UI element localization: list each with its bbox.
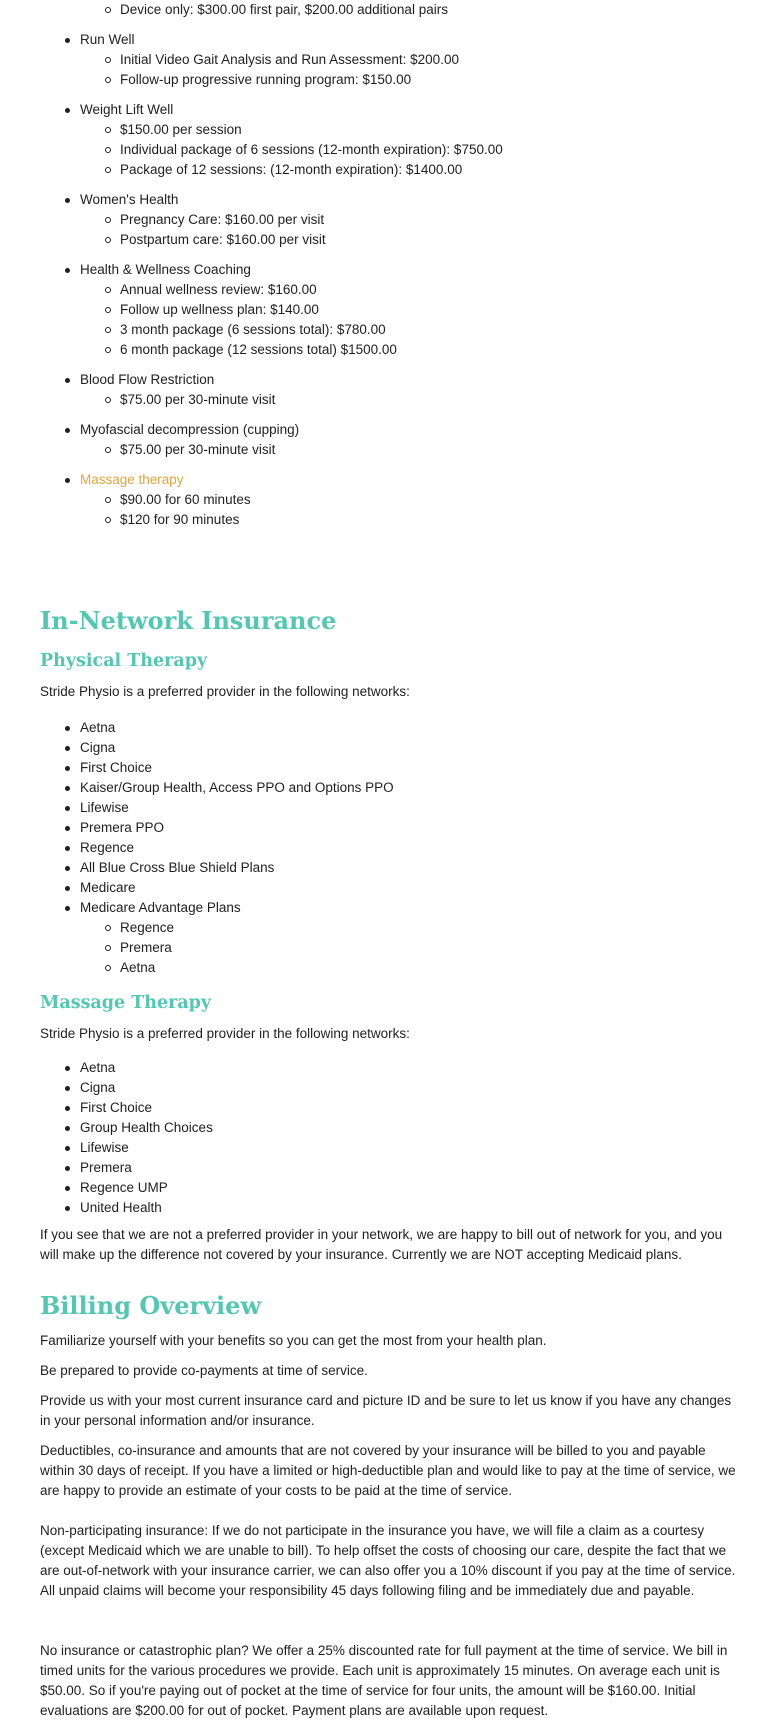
- service-item-massage-therapy: [40, 470, 740, 530]
- network-item: Premera PPO: [40, 818, 740, 838]
- network-item: First Choice: [40, 758, 740, 778]
- service-name: Weight Lift Well: [80, 102, 174, 117]
- service-name: Blood Flow Restriction: [80, 372, 215, 387]
- network-item: Kaiser/Group Health, Access PPO and Options PPO: [40, 778, 740, 798]
- network-item: Lifewise: [40, 798, 740, 818]
- service-item-womens-health: [40, 190, 740, 250]
- network-item: First Choice: [40, 1098, 740, 1118]
- network-item: Premera: [40, 1158, 740, 1178]
- network-subitem: Aetna: [80, 958, 740, 978]
- billing-paragraph: Non-participating insurance: If we do not participate in the insurance you have, we will file a claim as a courtesy (except Medicaid which we are unable to bill). To help offset the costs of choosing our care, despite the fact that we are out-of-network with your insurance carrier, we can also offer you a 10% discount if you pay at the time of service. All unpaid claims will become your responsibility 45 days following filing and be immediately due and payable.: [40, 1523, 736, 1598]
- network-item: Regence UMP: [40, 1178, 740, 1198]
- network-item-medicare-advantage: Medicare Advantage Plans Regence Premera Aetna: [40, 898, 740, 978]
- service-price: $75.00 per 30-minute visit: [80, 390, 740, 410]
- service-price: Pregnancy Care: $160.00 per visit: [80, 210, 740, 230]
- network-item: Regence: [40, 838, 740, 858]
- service-item-run-well: [40, 30, 740, 90]
- service-price: 3 month package (6 sessions total): $780.00: [80, 320, 740, 340]
- network-subitem: Premera: [80, 938, 740, 958]
- physical-therapy-networks: [40, 718, 740, 978]
- service-item-blood-flow-restriction: [40, 370, 740, 410]
- physical-therapy-intro: Stride Physio is a preferred provider in the following networks:: [40, 684, 410, 699]
- billing-paragraph: Provide us with your most current insurance card and picture ID and be sure to let us know if you have any changes in your personal information and/or insurance.: [40, 1393, 732, 1428]
- service-price: Individual package of 6 sessions (12-month expiration): $750.00: [80, 140, 740, 160]
- network-item: Aetna: [40, 1058, 740, 1078]
- service-name: Run Well: [80, 32, 135, 47]
- billing-paragraph: Deductibles, co-insurance and amounts that are not covered by your insurance will be billed to you and payable within 30 days of receipt. If you have a limited or high-deductible plan and would like to pay at the time of service, we are happy to provide an estimate of your costs to be paid at the time of service.: [40, 1443, 736, 1498]
- massage-therapy-link[interactable]: Massage therapy: [80, 472, 184, 487]
- massage-therapy-heading: Massage Therapy: [40, 993, 212, 1013]
- network-subitem: Regence: [80, 918, 740, 938]
- billing-paragraph: Familiarize yourself with your benefits so you can get the most from your health plan.: [40, 1333, 547, 1348]
- massage-therapy-networks: [40, 1058, 740, 1218]
- service-name: Health & Wellness Coaching: [80, 262, 251, 277]
- network-item: United Health: [40, 1198, 740, 1218]
- network-item: Lifewise: [40, 1138, 740, 1158]
- service-item-cupping: [40, 420, 740, 460]
- network-item: All Blue Cross Blue Shield Plans: [40, 858, 740, 878]
- service-price: Initial Video Gait Analysis and Run Assessment: $200.00: [80, 50, 740, 70]
- network-item: Group Health Choices: [40, 1118, 740, 1138]
- service-price: Follow-up progressive running program: $150.00: [80, 70, 740, 90]
- service-price: $120 for 90 minutes: [80, 510, 740, 530]
- service-price: Package of 12 sessions: (12-month expiration): $1400.00: [80, 160, 740, 180]
- service-price: Follow up wellness plan: $140.00: [80, 300, 740, 320]
- service-item-device: [40, 0, 740, 20]
- network-item: Aetna: [40, 718, 740, 738]
- service-price: Postpartum care: $160.00 per visit: [80, 230, 740, 250]
- service-item-wellness-coaching: [40, 260, 740, 360]
- billing-paragraph: Be prepared to provide co-payments at time of service.: [40, 1363, 368, 1378]
- out-of-network-note: If you see that we are not a preferred provider in your network, we are happy to bill out of network for you, and you will make up the difference not covered by your insurance. Currently we are NOT accepting Medicaid plans.: [40, 1227, 723, 1262]
- service-name: Myofascial decompression (cupping): [80, 422, 300, 437]
- service-name: Women's Health: [80, 192, 179, 207]
- billing-paragraph: No insurance or catastrophic plan? We offer a 25% discounted rate for full payment at the time of service. We bill in timed units for the various procedures we provide. Each unit is approximately 15 minutes. On average each unit is $50.00. So if you're paying out of pocket at the time of service for four units, the amount will be $160.00. Initial evaluations are $200.00 for out of pocket. Payment plans are available upon request.: [40, 1643, 728, 1718]
- service-price: $150.00 per session: [80, 120, 740, 140]
- in-network-insurance-title: In-Network Insurance: [40, 606, 337, 635]
- services-list: [40, 0, 740, 530]
- billing-overview-title: Billing Overview: [40, 1291, 262, 1320]
- physical-therapy-heading: Physical Therapy: [40, 651, 208, 671]
- service-price: 6 month package (12 sessions total) $1500.00: [80, 340, 740, 360]
- massage-therapy-intro: Stride Physio is a preferred provider in the following networks:: [40, 1026, 410, 1041]
- network-item: Cigna: [40, 1078, 740, 1098]
- network-item: Medicare: [40, 878, 740, 898]
- service-price: Device only: $300.00 first pair, $200.00 additional pairs: [80, 0, 740, 20]
- service-price: Annual wellness review: $160.00: [80, 280, 740, 300]
- service-item-weight-lift-well: [40, 100, 740, 180]
- services-list-block: [40, 0, 740, 540]
- service-price: $90.00 for 60 minutes: [80, 490, 740, 510]
- network-item: Cigna: [40, 738, 740, 758]
- service-price: $75.00 per 30-minute visit: [80, 440, 740, 460]
